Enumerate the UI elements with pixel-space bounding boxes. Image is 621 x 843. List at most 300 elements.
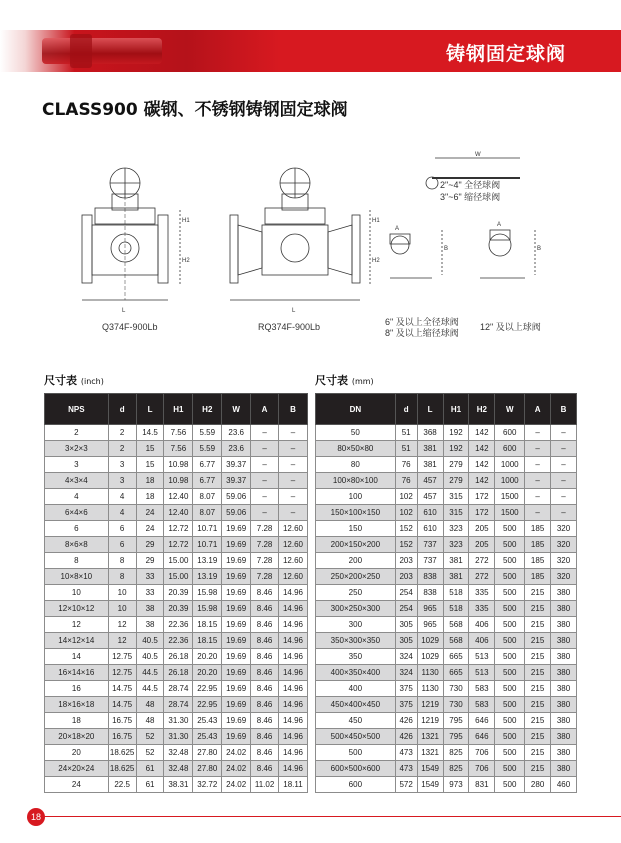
table-cell: 8: [45, 553, 109, 569]
table-cell: 32.48: [164, 745, 193, 761]
caption-small-bottom-2: 8" 及以上缩径球阀: [385, 328, 459, 338]
table-cell: 80: [316, 457, 396, 473]
table-cell: 568: [443, 633, 469, 649]
table-row: [45, 633, 308, 649]
table-cell: 15: [136, 457, 164, 473]
table-row: [316, 425, 577, 441]
table-row: [45, 489, 308, 505]
table-cell: 200×150×200: [316, 537, 396, 553]
table-cell: 12.60: [279, 521, 308, 537]
table-cell: 473: [395, 745, 417, 761]
table-cell: 15: [136, 441, 164, 457]
table-cell: 8.46: [251, 649, 279, 665]
table-cell: 205: [469, 521, 495, 537]
table-cell: 1500: [495, 489, 525, 505]
valve-drawings: [70, 150, 560, 340]
table-cell: 500: [495, 633, 525, 649]
table-cell: 8: [108, 553, 136, 569]
table-row: [316, 745, 577, 761]
column-header: L: [417, 394, 443, 425]
table-cell: 1500: [495, 505, 525, 521]
table-cell: 323: [443, 537, 469, 553]
table-cell: 324: [395, 665, 417, 681]
table-row: [316, 489, 577, 505]
dim-label-a-right: A: [497, 222, 502, 228]
table-cell: 18: [136, 489, 164, 505]
table-row: [45, 713, 308, 729]
table-cell: 380: [551, 713, 577, 729]
dim-label-h2-mid: H2: [372, 258, 380, 264]
table-cell: 8.46: [251, 745, 279, 761]
table-cell: 2: [45, 425, 109, 441]
table-cell: 19.69: [222, 537, 251, 553]
table-cell: 646: [469, 729, 495, 745]
caption-small-right: 12" 及以上球阀: [480, 322, 541, 332]
inch-table-title-text: 尺寸表: [44, 374, 77, 387]
table-cell: 12: [108, 617, 136, 633]
table-cell: 8.46: [251, 585, 279, 601]
table-cell: 1321: [417, 745, 443, 761]
table-cell: 14.96: [279, 601, 308, 617]
table-row: [45, 585, 308, 601]
table-row: [45, 649, 308, 665]
table-cell: 19.69: [222, 681, 251, 697]
table-cell: 380: [551, 761, 577, 777]
table-cell: 10.71: [193, 521, 222, 537]
table-cell: 185: [525, 537, 551, 553]
table-cell: 40.5: [136, 633, 164, 649]
table-cell: –: [251, 489, 279, 505]
table-cell: 14.96: [279, 761, 308, 777]
table-cell: 380: [551, 649, 577, 665]
table-cell: 646: [469, 713, 495, 729]
table-row: [316, 697, 577, 713]
table-cell: 368: [417, 425, 443, 441]
table-cell: 381: [417, 441, 443, 457]
table-cell: 14.96: [279, 729, 308, 745]
table-cell: –: [279, 505, 308, 521]
table-cell: 300×250×300: [316, 601, 396, 617]
table-cell: 18.15: [193, 633, 222, 649]
table-cell: 172: [469, 505, 495, 521]
table-cell: 40.5: [136, 649, 164, 665]
table-cell: 1130: [417, 681, 443, 697]
caption-rq374f: RQ374F-900Lb: [258, 322, 321, 332]
table-row: [316, 617, 577, 633]
table-cell: 12.72: [164, 537, 193, 553]
table-cell: –: [525, 441, 551, 457]
table-cell: 12×10×12: [45, 601, 109, 617]
table-cell: 61: [136, 761, 164, 777]
table-cell: 5.59: [193, 425, 222, 441]
table-cell: 150×100×150: [316, 505, 396, 521]
table-cell: 142: [469, 457, 495, 473]
table-cell: 1000: [495, 457, 525, 473]
table-cell: 27.80: [193, 761, 222, 777]
table-row: [45, 441, 308, 457]
column-header: d: [395, 394, 417, 425]
table-cell: 406: [469, 617, 495, 633]
dim-label-b: B: [444, 246, 449, 252]
table-cell: 8.46: [251, 681, 279, 697]
table-row: [45, 425, 308, 441]
table-cell: 28.74: [164, 697, 193, 713]
table-cell: 254: [395, 601, 417, 617]
table-cell: 215: [525, 633, 551, 649]
header-flange-graphic: [70, 34, 92, 68]
table-cell: 426: [395, 729, 417, 745]
table-cell: 272: [469, 553, 495, 569]
table-cell: 406: [469, 633, 495, 649]
table-row: [45, 745, 308, 761]
footer-rule: [40, 816, 621, 817]
table-cell: 380: [551, 697, 577, 713]
table-cell: 380: [551, 681, 577, 697]
table-cell: 320: [551, 569, 577, 585]
table-cell: 8.46: [251, 601, 279, 617]
table-cell: 737: [417, 537, 443, 553]
table-row: [316, 441, 577, 457]
column-header: H2: [193, 394, 222, 425]
table-row: [45, 697, 308, 713]
table-row: [45, 457, 308, 473]
table-cell: 380: [551, 745, 577, 761]
table-cell: 192: [443, 441, 469, 457]
table-cell: 335: [469, 585, 495, 601]
table-cell: 51: [395, 441, 417, 457]
table-cell: 500: [495, 617, 525, 633]
table-cell: 100: [316, 489, 396, 505]
table-row: [45, 761, 308, 777]
table-row: [45, 777, 308, 793]
table-cell: 20.20: [193, 649, 222, 665]
table-row: [316, 537, 577, 553]
table-cell: 20: [45, 745, 109, 761]
table-cell: 51: [395, 425, 417, 441]
table-cell: 38.31: [164, 777, 193, 793]
table-cell: 6×4×6: [45, 505, 109, 521]
table-cell: 48: [136, 697, 164, 713]
table-cell: 335: [469, 601, 495, 617]
table-cell: 583: [469, 681, 495, 697]
table-cell: 142: [469, 473, 495, 489]
table-cell: 2: [108, 425, 136, 441]
table-row: [316, 713, 577, 729]
table-cell: –: [551, 457, 577, 473]
table-row: [316, 777, 577, 793]
table-row: [316, 521, 577, 537]
table-cell: 8.46: [251, 713, 279, 729]
table-cell: 305: [395, 633, 417, 649]
table-cell: 44.5: [136, 681, 164, 697]
table-cell: 6: [45, 521, 109, 537]
table-cell: 4: [108, 505, 136, 521]
table-cell: 44.5: [136, 665, 164, 681]
table-cell: 32.48: [164, 761, 193, 777]
table-cell: 38: [136, 601, 164, 617]
table-cell: 100×80×100: [316, 473, 396, 489]
table-cell: 737: [417, 553, 443, 569]
table-cell: 838: [417, 569, 443, 585]
table-cell: 27.80: [193, 745, 222, 761]
table-cell: 2: [108, 441, 136, 457]
table-cell: 7.28: [251, 537, 279, 553]
dim-label-h1: H1: [182, 218, 190, 224]
table-cell: 460: [551, 777, 577, 793]
mm-table-title: [315, 372, 374, 388]
table-cell: 33: [136, 585, 164, 601]
table-cell: 185: [525, 569, 551, 585]
table-cell: –: [525, 489, 551, 505]
table-cell: 19.69: [222, 697, 251, 713]
dim-label-l-mid: L: [292, 308, 296, 314]
table-cell: 15.00: [164, 569, 193, 585]
table-cell: –: [551, 425, 577, 441]
table-cell: 12.40: [164, 489, 193, 505]
table-cell: 10.71: [193, 537, 222, 553]
table-cell: 215: [525, 745, 551, 761]
table-cell: 152: [395, 521, 417, 537]
table-cell: 10: [108, 601, 136, 617]
table-cell: 380: [551, 633, 577, 649]
table-cell: 20.39: [164, 601, 193, 617]
table-cell: 14.96: [279, 585, 308, 601]
table-cell: 10.98: [164, 473, 193, 489]
table-row: [316, 633, 577, 649]
table-cell: –: [525, 425, 551, 441]
table-row: [316, 569, 577, 585]
table-row: [45, 601, 308, 617]
table-cell: 518: [443, 585, 469, 601]
table-row: [316, 649, 577, 665]
table-cell: 350: [316, 649, 396, 665]
table-row: [316, 553, 577, 569]
table-cell: 380: [551, 729, 577, 745]
table-cell: 457: [417, 473, 443, 489]
valve-drawing-full-bore: [82, 168, 180, 300]
caption-small-bottom-1: 6" 及以上全径球阀: [385, 317, 459, 327]
table-cell: 16: [45, 681, 109, 697]
table-row: [316, 729, 577, 745]
table-cell: 12.60: [279, 569, 308, 585]
table-cell: 215: [525, 585, 551, 601]
table-cell: 215: [525, 649, 551, 665]
table-cell: 279: [443, 457, 469, 473]
table-cell: 80×50×80: [316, 441, 396, 457]
table-cell: 500×450×500: [316, 729, 396, 745]
inch-table-title: [44, 372, 104, 388]
table-cell: 279: [443, 473, 469, 489]
table-cell: 18: [136, 473, 164, 489]
table-row: [45, 617, 308, 633]
table-cell: 400: [316, 681, 396, 697]
table-cell: –: [251, 473, 279, 489]
table-cell: 18.11: [279, 777, 308, 793]
table-cell: 380: [551, 585, 577, 601]
table-cell: 380: [551, 601, 577, 617]
table-cell: 20.20: [193, 665, 222, 681]
table-cell: 18.625: [108, 761, 136, 777]
table-cell: 583: [469, 697, 495, 713]
table-cell: 500: [316, 745, 396, 761]
table-cell: –: [551, 441, 577, 457]
column-header: A: [525, 394, 551, 425]
table-cell: 7.28: [251, 521, 279, 537]
table-cell: 203: [395, 569, 417, 585]
table-cell: 300: [316, 617, 396, 633]
table-cell: –: [551, 505, 577, 521]
column-header: B: [551, 394, 577, 425]
column-header: H2: [469, 394, 495, 425]
table-row: [316, 457, 577, 473]
table-cell: 8.46: [251, 761, 279, 777]
table-cell: 19.69: [222, 553, 251, 569]
table-cell: 18.15: [193, 617, 222, 633]
column-header: L: [136, 394, 164, 425]
table-cell: 315: [443, 489, 469, 505]
table-cell: 1000: [495, 473, 525, 489]
table-cell: 76: [395, 473, 417, 489]
header-band: [0, 30, 621, 72]
table-row: [316, 585, 577, 601]
table-cell: 973: [443, 777, 469, 793]
table-cell: 513: [469, 665, 495, 681]
table-cell: 6: [108, 521, 136, 537]
table-cell: 965: [417, 601, 443, 617]
table-cell: –: [551, 473, 577, 489]
table-cell: 6.77: [193, 473, 222, 489]
table-cell: 8: [108, 569, 136, 585]
table-cell: 350×300×350: [316, 633, 396, 649]
table-cell: 381: [417, 457, 443, 473]
table-cell: 200: [316, 553, 396, 569]
column-header: NPS: [45, 394, 109, 425]
valve-drawing-reduced-bore: [230, 168, 370, 300]
table-cell: 19.69: [222, 665, 251, 681]
table-row: [45, 569, 308, 585]
table-cell: –: [251, 457, 279, 473]
table-cell: –: [525, 505, 551, 521]
table-cell: 320: [551, 521, 577, 537]
table-cell: 500: [495, 553, 525, 569]
table-cell: 450×400×450: [316, 697, 396, 713]
table-cell: 19.69: [222, 617, 251, 633]
caption-small-top-1: 2"~4" 全径球阀: [440, 180, 501, 190]
table-cell: 380: [551, 617, 577, 633]
table-cell: –: [279, 489, 308, 505]
table-cell: 18.625: [108, 745, 136, 761]
table-cell: 3: [45, 457, 109, 473]
table-cell: 26.18: [164, 665, 193, 681]
table-cell: 16.75: [108, 713, 136, 729]
table-cell: 20×18×20: [45, 729, 109, 745]
table-row: [45, 665, 308, 681]
table-cell: 825: [443, 761, 469, 777]
table-cell: 8.07: [193, 505, 222, 521]
table-row: [45, 553, 308, 569]
table-cell: 215: [525, 681, 551, 697]
table-cell: 31.30: [164, 729, 193, 745]
table-cell: 380: [551, 665, 577, 681]
table-cell: 14.96: [279, 745, 308, 761]
table-cell: 102: [395, 489, 417, 505]
dim-label-h2: H2: [182, 258, 190, 264]
table-cell: 500: [495, 777, 525, 793]
table-row: [45, 505, 308, 521]
table-cell: 568: [443, 617, 469, 633]
table-cell: 215: [525, 729, 551, 745]
table-cell: 12: [45, 617, 109, 633]
table-header-row: [45, 394, 308, 425]
table-cell: 215: [525, 761, 551, 777]
dim-label-a: A: [395, 226, 400, 232]
table-cell: 6.77: [193, 457, 222, 473]
table-cell: 1549: [417, 777, 443, 793]
table-cell: 426: [395, 713, 417, 729]
table-cell: 838: [417, 585, 443, 601]
table-cell: 24×20×24: [45, 761, 109, 777]
dim-label-w: W: [475, 152, 481, 158]
table-cell: 13.19: [193, 569, 222, 585]
table-cell: 272: [469, 569, 495, 585]
caption-small-top-2: 3"~6" 缩径球阀: [440, 192, 501, 202]
table-cell: 23.6: [222, 425, 251, 441]
column-header: B: [279, 394, 308, 425]
table-cell: 215: [525, 713, 551, 729]
table-cell: 14.96: [279, 649, 308, 665]
table-cell: 8.46: [251, 617, 279, 633]
table-row: [45, 681, 308, 697]
table-cell: 185: [525, 553, 551, 569]
table-cell: 22.95: [193, 681, 222, 697]
table-cell: 23.6: [222, 441, 251, 457]
table-cell: 19.69: [222, 729, 251, 745]
table-cell: 600: [495, 441, 525, 457]
table-cell: 152: [395, 537, 417, 553]
table-row: [316, 505, 577, 521]
table-cell: 172: [469, 489, 495, 505]
table-cell: 25.43: [193, 713, 222, 729]
table-cell: 4×3×4: [45, 473, 109, 489]
mm-dimension-table: [315, 393, 577, 793]
table-cell: 610: [417, 505, 443, 521]
table-cell: 33: [136, 569, 164, 585]
table-cell: 19.69: [222, 713, 251, 729]
table-cell: 14.96: [279, 681, 308, 697]
table-cell: 610: [417, 521, 443, 537]
table-cell: 706: [469, 745, 495, 761]
table-cell: 5.59: [193, 441, 222, 457]
table-cell: 706: [469, 761, 495, 777]
table-row: [45, 729, 308, 745]
table-row: [316, 473, 577, 489]
table-cell: –: [279, 473, 308, 489]
table-cell: –: [279, 457, 308, 473]
table-cell: 1130: [417, 665, 443, 681]
table-cell: 29: [136, 553, 164, 569]
table-cell: 730: [443, 681, 469, 697]
table-cell: 10×8×10: [45, 569, 109, 585]
table-cell: 48: [136, 713, 164, 729]
column-header: W: [222, 394, 251, 425]
table-cell: 250: [316, 585, 396, 601]
table-row: [316, 761, 577, 777]
table-cell: 1219: [417, 697, 443, 713]
table-cell: 32.72: [193, 777, 222, 793]
table-cell: 500: [495, 569, 525, 585]
table-cell: 3: [108, 457, 136, 473]
table-cell: 16×14×16: [45, 665, 109, 681]
